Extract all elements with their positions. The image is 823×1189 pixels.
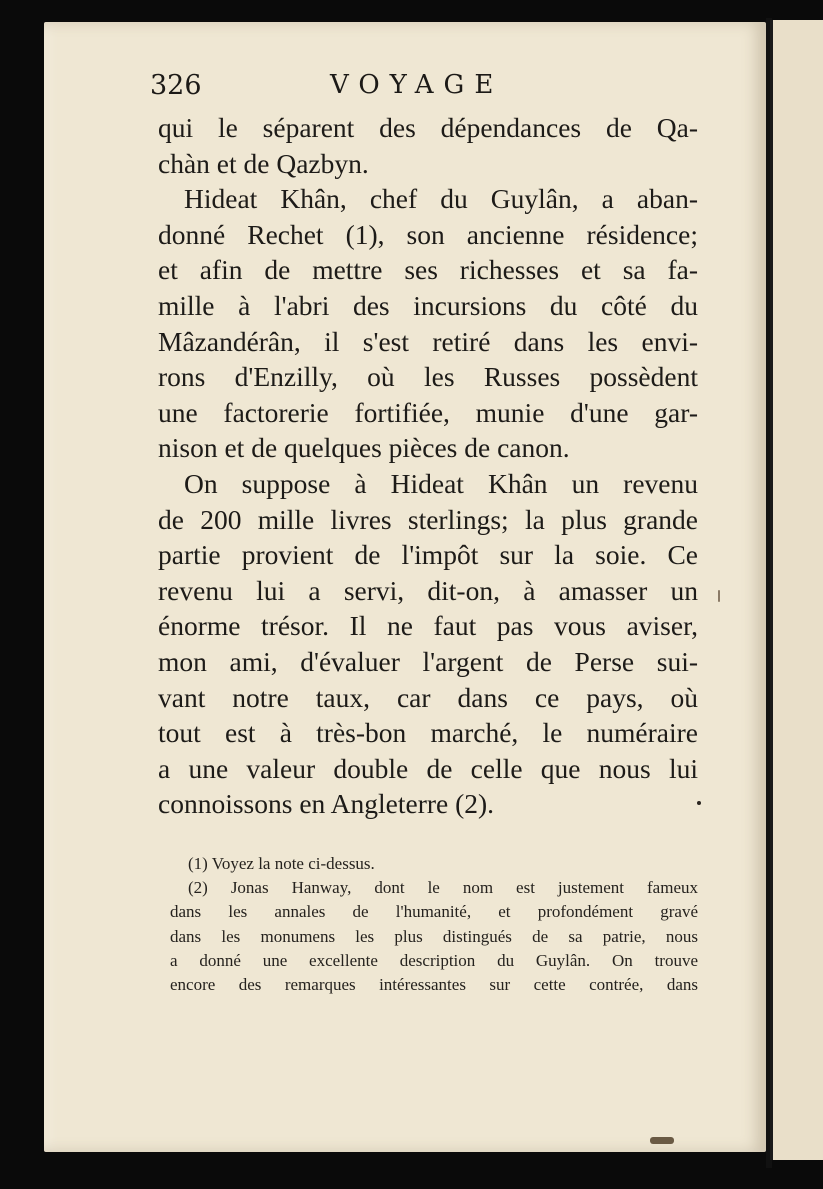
footnote-line: encore des remarques intéressantes sur cette contrée, dans (170, 975, 698, 995)
text-line: vant notre taux, car dans ce pays, où (158, 681, 698, 713)
text-line: qui le séparent des dépendances de Qa- (158, 112, 698, 143)
facing-page-edge (770, 20, 823, 1160)
footnote-line: a donné une excellente description du Guylân. On trouve (170, 950, 698, 970)
footnote-line: (2) Jonas Hanway, dont le nom est justement fameux (188, 878, 698, 898)
text-line: On suppose à Hideat Khân un revenu (184, 467, 698, 499)
footnotes (170, 852, 698, 997)
text-line: donné Rechet (1), son ancienne résidence; (158, 218, 698, 250)
text-line: une factorerie fortifiée, munie d'une gar- (158, 396, 698, 428)
text-line: nison et de quelques pièces de canon. (158, 432, 570, 464)
text-line: mille à l'abri des incursions du côté du (158, 289, 698, 321)
text-line: Mâzandérân, il s'est retiré dans les envi- (158, 325, 698, 357)
text-line: mon ami, d'évaluer l'argent de Perse sui- (158, 645, 698, 677)
text-line: partie provient de l'impôt sur la soie. Ce (158, 539, 698, 571)
footnote-line: (1) Voyez la note ci-dessus. (188, 854, 375, 873)
footnote-line: dans les monumens les plus distingués de sa patrie, nous (170, 926, 698, 946)
body-text (158, 110, 698, 822)
running-title: VOYAGE (330, 70, 504, 100)
text-line: revenu lui a servi, dit-on, à amasser un (158, 574, 698, 606)
running-head (150, 70, 670, 110)
ink-speck (718, 590, 720, 602)
ink-speck (697, 801, 701, 805)
text-line: chàn et de Qazbyn. (158, 147, 369, 179)
text-line: tout est à très-bon marché, le numéraire (158, 717, 698, 749)
text-line: énorme trésor. Il ne faut pas vous aviser, (158, 610, 698, 642)
text-line: Hideat Khân, chef du Guylân, a aban- (184, 183, 698, 215)
text-line: rons d'Enzilly, où les Russes possèdent (158, 361, 698, 393)
text-line: de 200 mille livres sterlings; la plus grande (158, 503, 698, 535)
page-number: 326 (150, 70, 202, 101)
text-line: connoissons en Angleterre (2). (158, 788, 495, 820)
footnote-line: dans les annales de l'humanité, et profondément gravé (170, 902, 698, 922)
text-line: a une valeur double de celle que nous lui (158, 752, 698, 784)
text-line: et afin de mettre ses richesses et sa fa- (158, 254, 698, 286)
ink-speck (650, 1137, 674, 1144)
